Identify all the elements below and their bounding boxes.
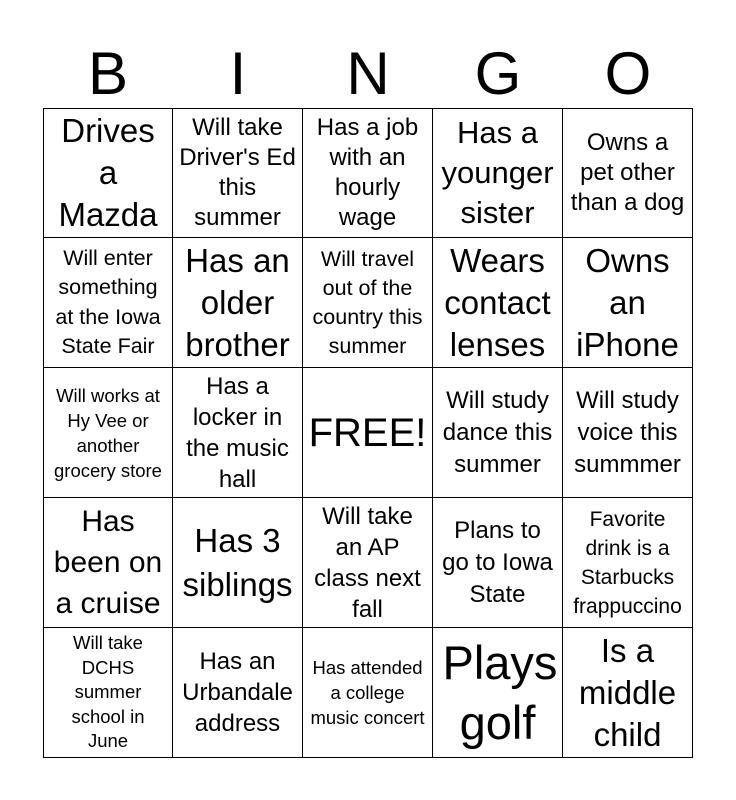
bingo-cell-r1-c5[interactable] — [563, 108, 693, 238]
header-letter-b: B — [87, 40, 129, 107]
cell-label: Will study dance this summer — [442, 386, 553, 478]
header-letter-n: N — [346, 40, 390, 107]
bingo-cell-r4-c3[interactable] — [303, 498, 433, 628]
bingo-cell-r1-c3[interactable] — [303, 108, 433, 238]
cell-label: Owns a pet other than a dog — [570, 129, 685, 216]
cell-label: Has an Urbandale address — [182, 648, 293, 737]
cell-label: Wears contact lenses — [444, 241, 551, 363]
cell-label: Has a locker in the music hall — [186, 372, 289, 493]
bingo-cell-r1-c4[interactable] — [433, 108, 563, 238]
bingo-cell-r3-c1[interactable] — [43, 368, 173, 498]
bingo-cell-r4-c5[interactable] — [563, 498, 693, 628]
cell-label: Plans to go to Iowa State — [442, 516, 553, 608]
header-letter-i: I — [229, 40, 247, 107]
bingo-cell-r3-c3[interactable] — [303, 368, 433, 498]
bingo-board — [43, 108, 693, 758]
cell-label: Has been on a cruise — [53, 505, 163, 620]
cell-label: Plays golf — [442, 635, 558, 749]
bingo-cell-r2-c1[interactable] — [43, 238, 173, 368]
cell-label: Has a job with an hourly wage — [316, 114, 419, 231]
bingo-cell-r1-c1[interactable] — [43, 108, 173, 238]
bingo-cell-r5-c5[interactable] — [563, 628, 693, 758]
cell-label: Has an older brother — [185, 241, 290, 363]
bingo-header — [43, 40, 693, 108]
bingo-cell-r2-c5[interactable] — [563, 238, 693, 368]
bingo-cell-r1-c2[interactable] — [173, 108, 303, 238]
cell-label: Has 3 siblings — [182, 521, 293, 603]
bingo-cell-r5-c4[interactable] — [433, 628, 563, 758]
cell-label: Will take DCHS summer school in June — [71, 632, 145, 752]
free-space: FREE! — [308, 410, 427, 455]
cell-label: Will enter something at the Iowa State Fair — [55, 245, 161, 358]
cell-label: Will works at Hy Vee or another grocery store — [54, 384, 162, 481]
cell-label: Will travel out of the country this summer — [312, 246, 423, 358]
header-letter-g: G — [474, 40, 522, 107]
header-letter-o: O — [604, 40, 652, 107]
cell-label: Has a younger sister — [441, 115, 554, 230]
cell-label: Drives a Mazda — [58, 112, 158, 233]
bingo-cell-r3-c4[interactable] — [433, 368, 563, 498]
bingo-cell-r4-c2[interactable] — [173, 498, 303, 628]
cell-label: Will take Driver's Ed this summer — [179, 114, 296, 231]
bingo-cell-r3-c5[interactable] — [563, 368, 693, 498]
cell-label: Owns an iPhone — [576, 241, 679, 363]
bingo-cell-r2-c4[interactable] — [433, 238, 563, 368]
bingo-cell-r5-c2[interactable] — [173, 628, 303, 758]
cell-label: Will study voice this summmer — [574, 386, 681, 478]
cell-label: Favorite drink is a Starbucks frappuccino — [573, 507, 682, 618]
bingo-cell-r2-c2[interactable] — [173, 238, 303, 368]
cell-label: Is a middle child — [578, 631, 677, 753]
bingo-cell-r3-c2[interactable] — [173, 368, 303, 498]
bingo-cell-r5-c3[interactable] — [303, 628, 433, 758]
bingo-cell-r2-c3[interactable] — [303, 238, 433, 368]
bingo-cell-r5-c1[interactable] — [43, 628, 173, 758]
bingo-cell-r4-c1[interactable] — [43, 498, 173, 628]
cell-label: Has attended a college music concert — [310, 657, 425, 728]
bingo-cell-r4-c4[interactable] — [433, 498, 563, 628]
cell-label: Will take an AP class next fall — [314, 502, 421, 623]
